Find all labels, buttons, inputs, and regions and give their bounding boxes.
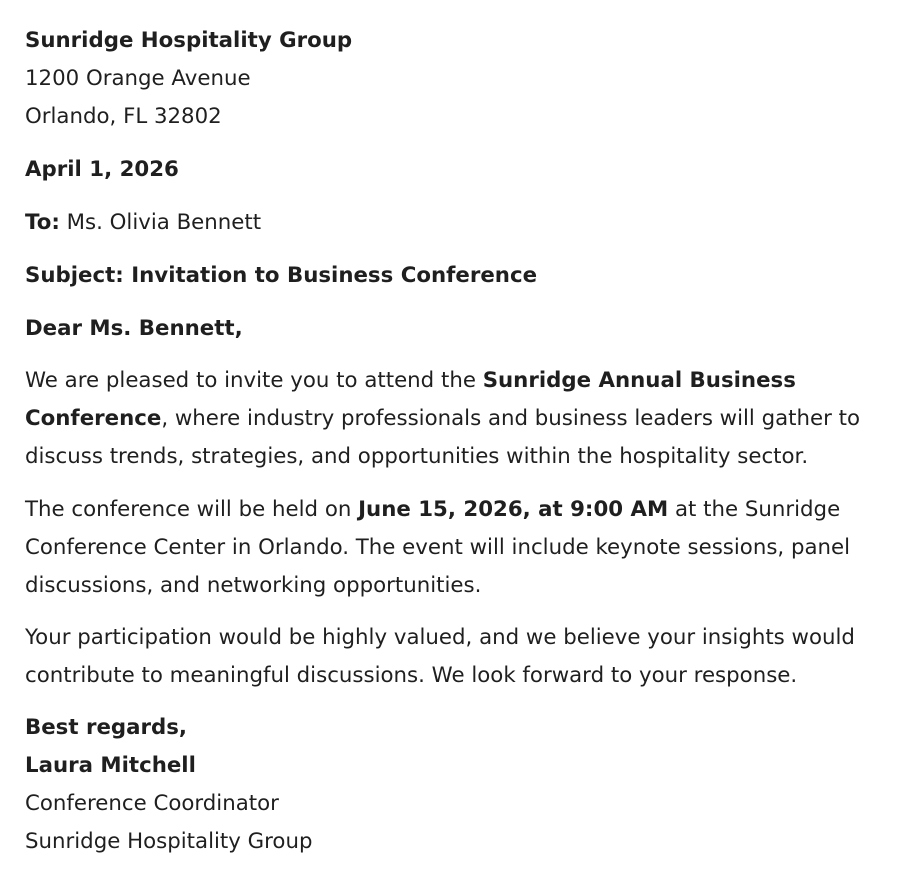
signer-company: Sunridge Hospitality Group xyxy=(25,829,313,854)
para3-line2: contribute to meaningful discussions. We look forward to your response. xyxy=(25,663,798,688)
salutation: Dear Ms. Bennett, xyxy=(25,316,243,341)
para2-line1 xyxy=(25,499,840,520)
sender-company: Sunridge Hospitality Group xyxy=(25,28,353,53)
sender-city: Orlando, FL 32802 xyxy=(25,104,222,129)
signer-title: Conference Coordinator xyxy=(25,791,279,816)
subject-line: Subject: Invitation to Business Conference xyxy=(25,263,538,288)
para1-line3: discuss trends, strategies, and opportunities within the hospitality sector. xyxy=(25,444,809,469)
signer-name: Laura Mitchell xyxy=(25,753,196,778)
recipient-name: Ms. Olivia Bennett xyxy=(59,210,262,235)
para1-text: We are pleased to invite you to attend the xyxy=(25,368,483,393)
para2-text: at the Sunridge xyxy=(668,497,841,522)
event-datetime: June 15, 2026, at 9:00 AM xyxy=(358,497,669,522)
para3-line1: Your participation would be highly valued, and we believe your insights would xyxy=(25,625,855,650)
para2-line2: Conference Center in Orlando. The event will include keynote sessions, panel xyxy=(25,535,851,560)
para2-text: The conference will be held on xyxy=(25,497,359,522)
to-label: To: xyxy=(25,210,60,235)
closing: Best regards, xyxy=(25,715,188,740)
recipient-line xyxy=(25,212,261,233)
para1-line2 xyxy=(25,408,860,429)
letter-date: April 1, 2026 xyxy=(25,157,179,182)
para1-text: , where industry professionals and business leaders will gather to xyxy=(161,406,861,431)
sender-street: 1200 Orange Avenue xyxy=(25,66,251,91)
para1-line1 xyxy=(25,370,796,391)
para2-line3: discussions, and networking opportunities. xyxy=(25,573,482,598)
event-name: Sunridge Annual Business xyxy=(482,368,796,393)
event-name-cont: Conference xyxy=(25,406,162,431)
